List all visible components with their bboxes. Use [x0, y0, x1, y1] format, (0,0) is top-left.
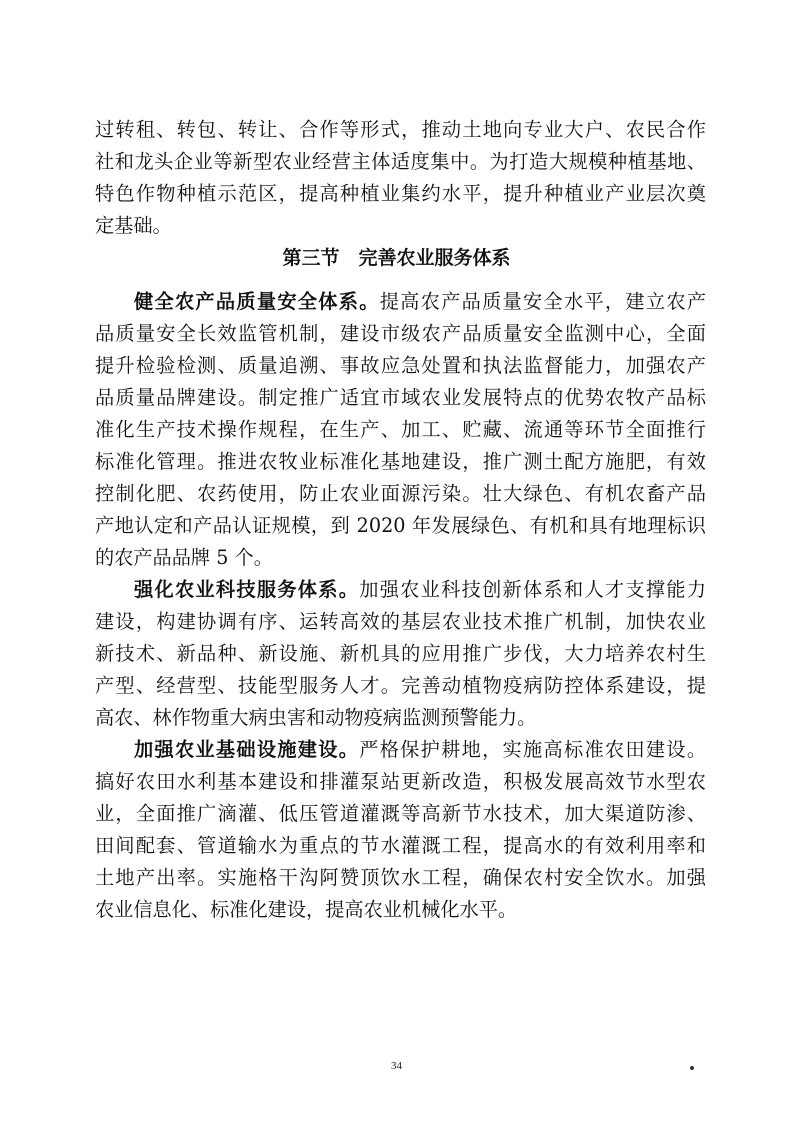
para1-line: 提升检验检测、质量追溯、事故应急处置和执法监督能力，加强农产 — [95, 354, 706, 377]
para3-first-text: 严格保护耕地，实施高标准农田建设。 — [359, 738, 707, 761]
para1-first-line — [134, 288, 706, 316]
intro-line: 定基础。 — [95, 214, 172, 237]
para1-line: 标准化管理。推进农牧业标准化基地建设，推广测土配方施肥，有效 — [95, 450, 706, 473]
para1-lead: 健全农产品质量安全体系。 — [134, 290, 380, 313]
para3-line: 业，全面推广滴灌、低压管道灌溉等高新节水技术，加大渠道防渗、 — [95, 802, 706, 825]
para1-line: 控制化肥、农药使用，防止农业面源污染。壮大绿色、有机农畜产品 — [95, 482, 706, 505]
para3-line: 土地产出率。实施格干沟阿赞顶饮水工程，确保农村安全饮水。加强 — [95, 866, 706, 889]
para1-line: 的农产品品牌 5 个。 — [95, 546, 273, 569]
para3-lead: 加强农业基础设施建设。 — [134, 738, 360, 761]
para3-line: 农业信息化、标准化建设，提高农业机械化水平。 — [95, 898, 518, 921]
para3-line: 田间配套、管道输水为重点的节水灌溉工程，提高水的有效利用率和 — [95, 834, 706, 857]
intro-line: 社和龙头企业等新型农业经营主体适度集中。为打造大规模种植基地、 — [95, 150, 706, 173]
para2-line: 新技术、新品种、新设施、新机具的应用推广步伐，大力培养农村生 — [95, 642, 706, 665]
para1-line: 品质量安全长效监管机制，建设市级农产品质量安全监测中心，全面 — [95, 322, 706, 345]
section-heading: 第三节 完善农业服务体系 — [282, 247, 511, 269]
para2-line: 高农、林作物重大病虫害和动物疫病监测预警能力。 — [95, 706, 537, 729]
para1-first-text: 提高农产品质量安全水平，建立农产 — [379, 290, 707, 313]
para3-line: 搞好农田水利基本建设和排灌泵站更新改造，积极发展高效节水型农 — [95, 770, 706, 793]
footer-dot-mark — [690, 1066, 694, 1070]
para2-line: 建设，构建协调有序、运转高效的基层农业技术推广机制，加快农业 — [95, 610, 706, 633]
para1-line: 准化生产技术操作规程，在生产、加工、贮藏、流通等环节全面推行 — [95, 418, 706, 441]
para2-first-text: 加强农业科技创新体系和人才支撑能力 — [359, 578, 707, 601]
intro-line: 特色作物种植示范区，提高种植业集约水平，提升种植业产业层次奠 — [95, 182, 706, 205]
para2-lead: 强化农业科技服务体系。 — [134, 578, 360, 601]
para2-first-line — [134, 576, 706, 604]
page-number: 34 — [391, 1060, 402, 1072]
para1-line: 品质量品牌建设。制定推广适宜市域农业发展特点的优势农牧产品标 — [95, 386, 706, 409]
para2-line: 产型、经营型、技能型服务人才。完善动植物疫病防控体系建设，提 — [95, 674, 706, 697]
intro-line: 过转租、转包、转让、合作等形式，推动土地向专业大户、农民合作 — [95, 118, 706, 141]
para1-line: 产地认定和产品认证规模，到 2020 年发展绿色、有机和具有地理标识 — [95, 514, 706, 537]
para3-first-line — [134, 736, 706, 764]
